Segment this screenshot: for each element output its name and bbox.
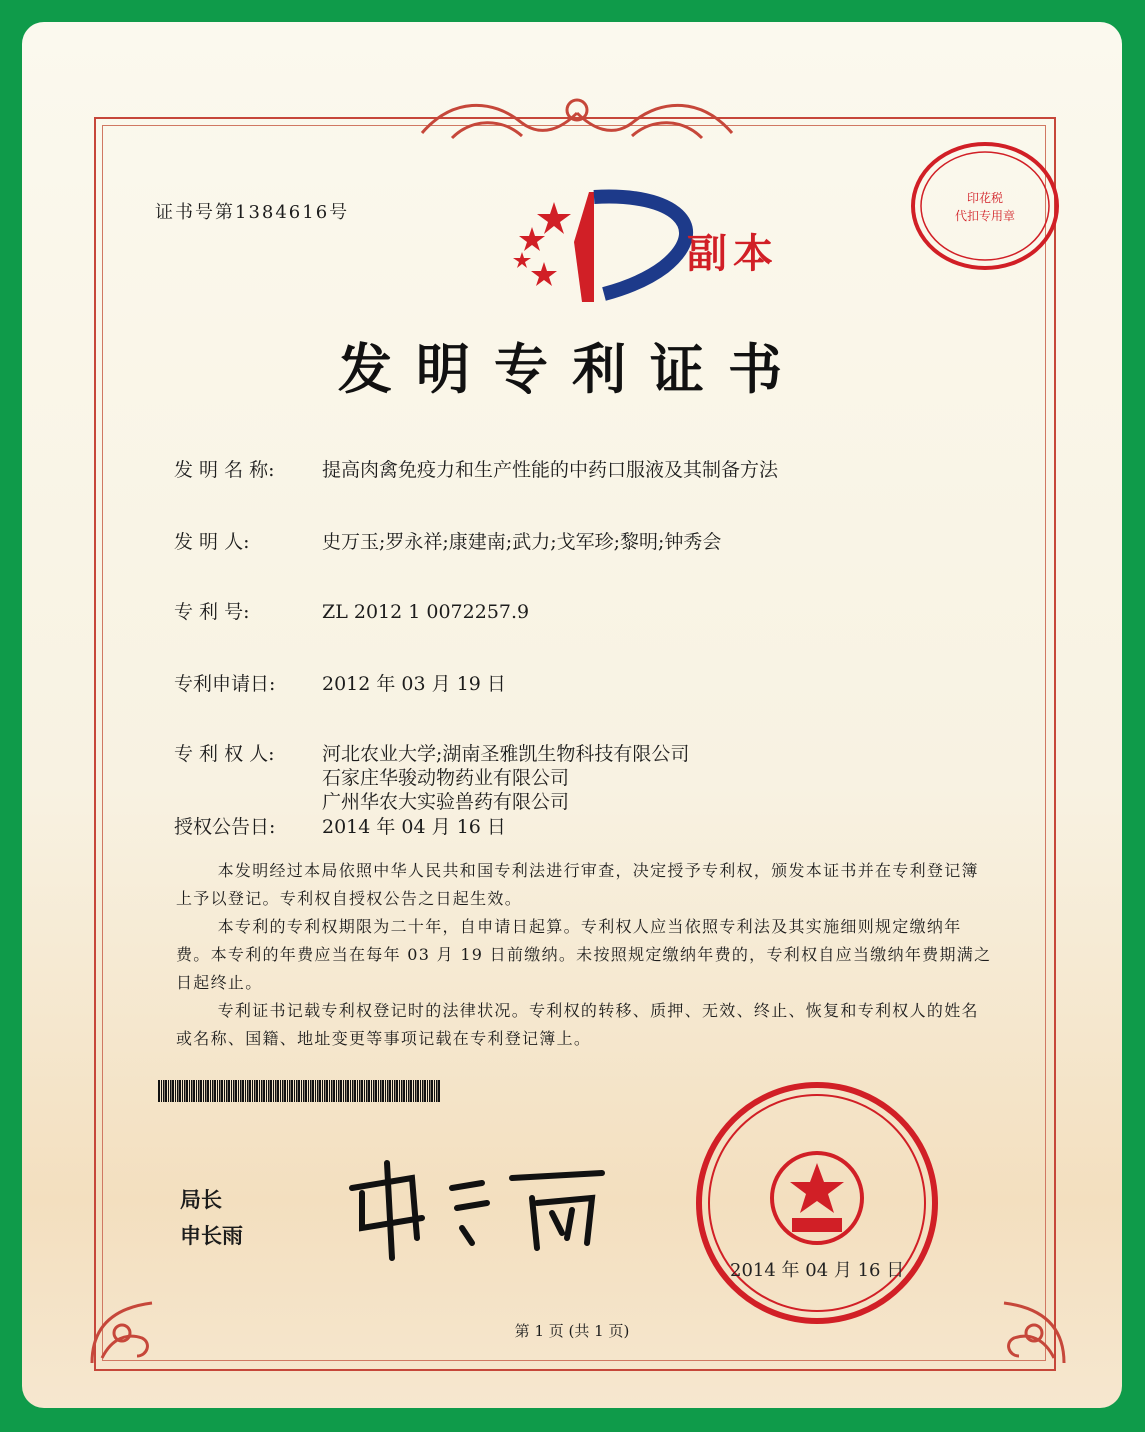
copy-mark: 副本	[687, 231, 779, 277]
director-title: 局长	[180, 1188, 222, 1212]
field-label: 授权公告日:	[174, 816, 276, 838]
field-label: 专利申请日:	[174, 673, 276, 695]
national-ip-office-seal-icon	[692, 1078, 942, 1328]
page-title: 发明专利证书	[338, 338, 806, 401]
patent-number-field	[174, 600, 529, 624]
field-label: 发 明 人:	[174, 531, 250, 553]
field-label: 发 明 名 称:	[174, 459, 275, 481]
inventors-field	[174, 530, 721, 554]
barcode-icon	[158, 1080, 440, 1102]
page-number: 第 1 页 (共 1 页)	[514, 1322, 630, 1340]
body-paragraph: 本发明经过本局依照中华人民共和国专利法进行审查，决定授予专利权，颁发本证书并在专利登记簿上予以登记。专利权自授权公告之日起生效。	[176, 861, 979, 908]
field-value: 史万玉;罗永祥;康建南;武力;戈军珍;黎明;钟秀会	[322, 531, 722, 553]
field-value: 广州华农大实验兽药有限公司	[322, 791, 570, 813]
seal-date: 2014 年 04 月 16 日	[730, 1260, 905, 1281]
field-value: 石家庄华骏动物药业有限公司	[322, 767, 570, 789]
application-date-field	[174, 672, 506, 696]
field-value: 提高肉禽免疫力和生产性能的中药口服液及其制备方法	[322, 459, 779, 481]
field-label: 专 利 号:	[174, 601, 250, 623]
field-value: 河北农业大学;湖南圣雅凯生物科技有限公司	[322, 743, 690, 765]
certificate-body	[176, 857, 996, 1053]
top-ornament-icon	[412, 88, 742, 148]
signature-icon	[332, 1148, 622, 1268]
svg-text:印花税: 印花税	[966, 191, 1004, 205]
certificate-number: 证书号第1384616号	[155, 202, 350, 223]
patentee-field	[174, 742, 689, 814]
field-value: ZL 2012 1 0072257.9	[322, 601, 530, 623]
director-block	[180, 1182, 243, 1254]
field-label: 专 利 权 人:	[174, 743, 275, 765]
svg-text:代扣专用章: 代扣专用章	[954, 209, 1016, 223]
field-value: 2012 年 03 月 19 日	[322, 673, 506, 695]
publication-date-field	[174, 815, 506, 839]
body-paragraph: 专利证书记载专利权登记时的法律状况。专利权的转移、质押、无效、终止、恢复和专利权人的姓名或名称、国籍、地址变更等事项记载在专利登记簿上。	[176, 1001, 979, 1048]
body-paragraph: 本专利的专利权期限为二十年，自申请日起算。专利权人应当依照专利法及其实施细则规定缴纳年费。本专利的年费应当在每年 03 月 19 日前缴纳。未按照规定缴纳年费的，专利权自应当缴纳年费期满之日起终止。	[176, 917, 992, 992]
certificate-paper	[22, 22, 1122, 1408]
tax-seal-icon	[905, 136, 1065, 276]
field-value: 2014 年 04 月 16 日	[322, 816, 506, 838]
director-name: 申长雨	[180, 1224, 243, 1248]
invention-name-field	[174, 458, 778, 482]
